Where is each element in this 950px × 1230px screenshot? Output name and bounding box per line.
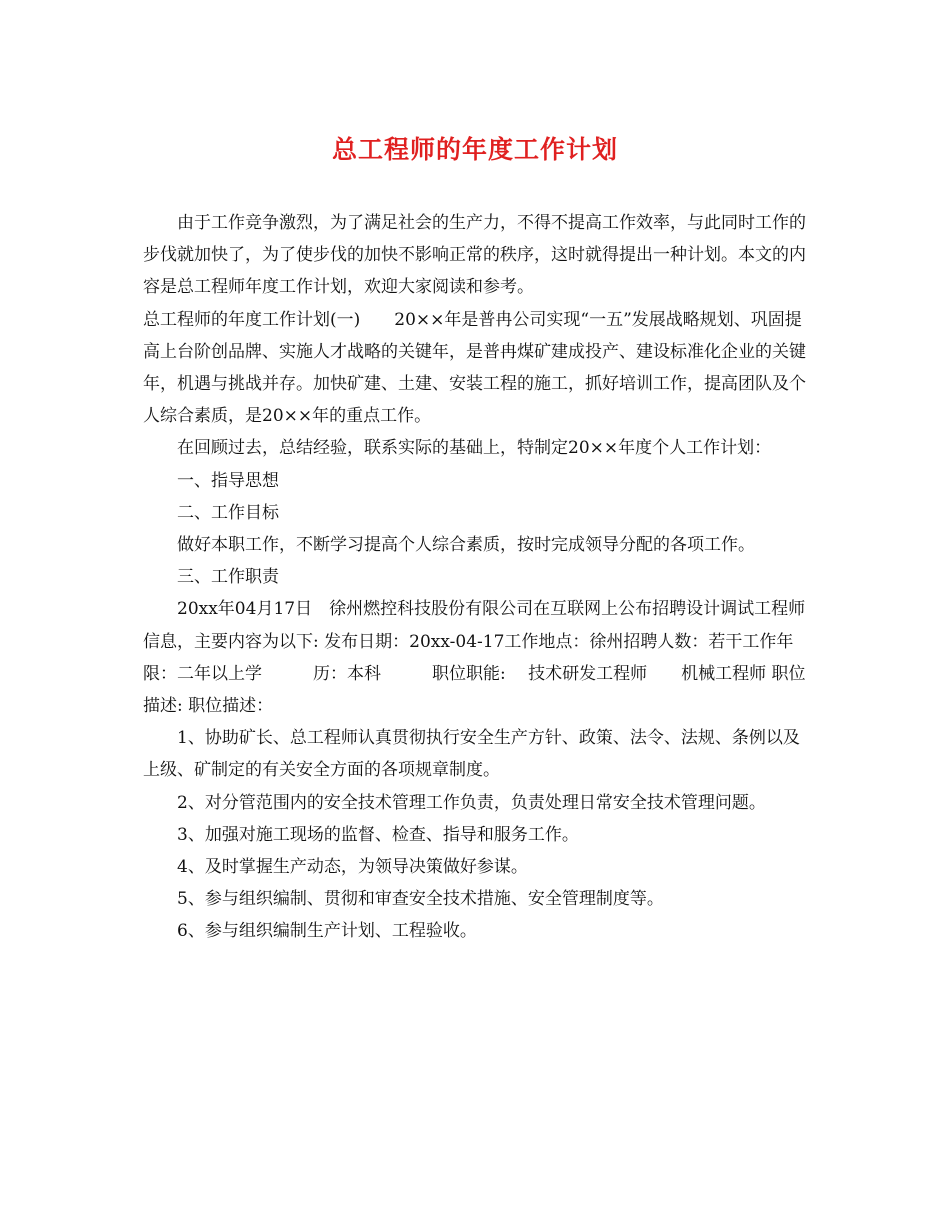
document-title: 总工程师的年度工作计划 xyxy=(331,135,618,164)
duty-item-1: 1、协助矿长、总工程师认真贯彻执行安全生产方针、政策、法令、法规、条例以及上级、矿制定的有关安全方面的各项规章制度。 xyxy=(143,728,800,781)
duty-item-2: 2、对分管范围内的安全技术管理工作负责，负责处理日常安全技术管理问题。 xyxy=(177,792,766,813)
job-posting-paragraph: 20xx年04月17日 徐州燃控科技股份有限公司在互联网上公布招聘设计调试工程师信息，主要内容为以下: 发布日期：20xx-04-17工作地点：徐州招聘人数：若干工作年限：二年以上学 历：本科 职位职能: 技术研发工程师 机械工程师 职位描述: 职位描述： xyxy=(143,599,806,717)
duty-item-5: 5、参与组织编制、贯彻和审查安全技术措施、安全管理制度等。 xyxy=(177,889,664,910)
intro-paragraph: 由于工作竞争激烈，为了满足社会的生产力，不得不提高工作效率，与此同时工作的步伐就加快了，为了使步伐的加快不影响正常的秩序，这时就得提出一种计划。本文的内容是总工程师年度工作计划，欢迎大家阅读和参考。 xyxy=(143,213,806,298)
section-heading-duties: 三、工作职责 xyxy=(177,567,279,588)
work-goal-paragraph: 做好本职工作，不断学习提高个人综合素质，按时完成领导分配的各项工作。 xyxy=(177,535,755,556)
duty-item-4: 4、及时掌握生产动态，为领导决策做好参谋。 xyxy=(177,857,528,878)
duty-item-3: 3、加强对施工现场的监督、检查、指导和服务工作。 xyxy=(177,824,579,845)
review-paragraph: 在回顾过去，总结经验，联系实际的基础上，特制定20××年度个人工作计划： xyxy=(177,438,772,459)
document-body xyxy=(143,207,813,948)
section-heading-work-goal: 二、工作目标 xyxy=(177,502,279,523)
section-heading-guiding-idea: 一、指导思想 xyxy=(177,470,279,491)
duty-item-6: 6、参与组织编制生产计划、工程验收。 xyxy=(177,921,477,942)
plan-one-paragraph: 总工程师的年度工作计划(一) 20××年是普冉公司实现“一五”发展战略规划、巩固提高上台阶创品牌、实施人才战略的关键年，是普冉煤矿建成投产、建设标准化企业的关键年，机遇与挑战并存。加快矿建、土建、安装工程的施工，抓好培训工作，提高团队及个人综合素质，是20××年的重点工作。 xyxy=(143,309,806,427)
